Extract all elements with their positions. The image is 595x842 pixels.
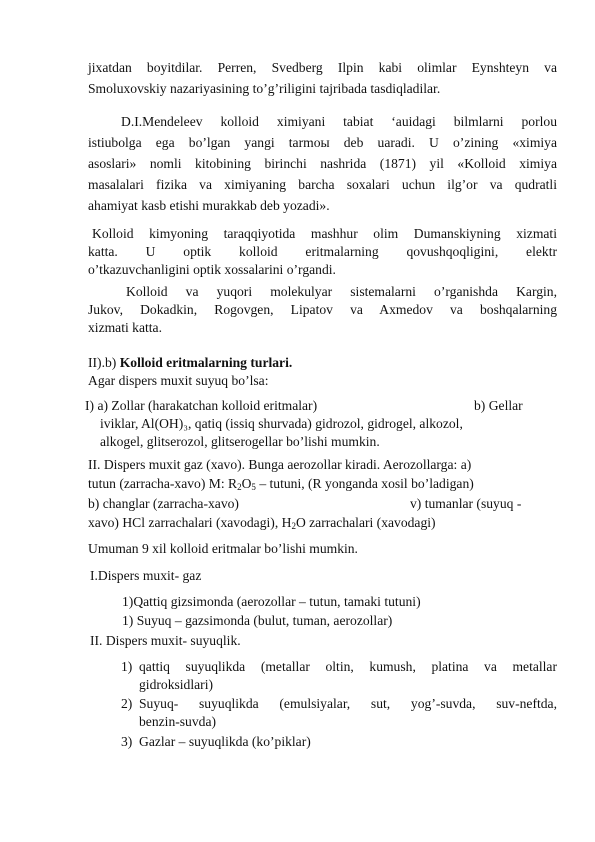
text-line: alkogel, glitserozol, glitserogellar bo’lishi mumkin. [100,434,380,449]
text-line: Jukov, Dokadkin, Rogovgen, Lipatov va Axmedov va boshqalarning [88,302,557,317]
list-number: 3) [121,734,133,749]
section-heading [88,354,292,371]
text-line: jixatdan boyitdilar. Perren, Svedberg Ilpin kabi olimlar Eynshteyn va [88,60,557,75]
text-line: xizmati katta. [88,320,162,335]
text-line: Kolloid kimyoning taraqqiyotida mashhur olim Dumanskiyning xizmati [92,226,557,241]
text-line: istiubolga ega bo’lgan yangi tarmoы deb uaradi. U o’zining «ximiya [88,135,557,150]
text-line: v) tumanlar (suyuq - [410,496,522,511]
text-line: o’tkazuvchanligini optik xossalarini o’rgandi. [88,262,336,277]
list-item: 1) Suyuq – gazsimonda (bulut, tuman, aerozollar) [122,613,393,628]
text-line: tutun (zarracha-xavo) M: $R_2O_5$ – tutuni, (R yonganda xosil bo’ladigan) [88,476,474,492]
text-line: b) changlar (zarracha-xavo) [88,496,239,511]
text-line: asoslari» nomli kitobining birinchi nashrida (1871) yil «Kolloid ximiya [88,156,557,171]
list-item: benzin-suvda) [139,714,217,729]
text-line: Smoluxovskiy nazariyasining to’g’riligini tajribada tasdiqladilar. [88,81,441,96]
list-item: Suyuq- suyuqlikda (emulsiyalar, sut, yog’-suvda, suv-neftda, [139,696,557,711]
text-line: b) Gellar [474,398,523,413]
heading-title: Kolloid eritmalarning turlari. [119,355,293,370]
text-line: Kolloid va yuqori molekulyar sistemalarni o’rganishda Kargin, [126,284,557,299]
list-number: 2) [121,696,133,711]
list-item: Gazlar – suyuqlikda (ko’piklar) [139,734,311,749]
list-title: II. Dispers muxit- suyuqlik. [90,633,241,648]
list-number: 1) [121,659,133,674]
text-line: Agar dispers muxit suyuq bo’lsa: [88,373,269,388]
list-item: qattiq suyuqlikda (metallar oltin, kumush, platina va metallar [139,659,557,674]
text-line: Umuman 9 xil kolloid eritmalar bo’lishi mumkin. [88,541,358,556]
text-line: ahamiyat kasb etishi murakkab deb yozadi». [88,198,330,213]
text-line: D.I.Mendeleev kolloid ximiyani tabiat ‘auidagi bilmlarni porlou [121,114,557,129]
text-line: I) a) Zollar (harakatchan kolloid eritmalar) [85,398,318,413]
list-item: 1)Qattiq gizsimonda (aerozollar – tutun, tamaki tutuni) [122,594,421,609]
heading-prefix: II).b) [88,355,117,370]
text-line: xavo) HCl zarrachalari (xavodagi), $H_2O$ zarrachalari (xavodagi) [88,515,436,531]
text-line: masalalari fizika va ximiyaning barcha soxalari uchun ilg’or va qudratli [88,177,557,192]
list-item: gidroksidlari) [139,677,213,692]
text-line: iviklar, Al(OH)₃, qatiq (issiq shurvada) gidrozol, gidrogel, alkozol, [100,416,463,431]
list-title: I.Dispers muxit- gaz [90,568,202,583]
text-line: II. Dispers muxit gaz (xavo). Bunga aerozollar kiradi. Aerozollarga: a) [88,457,472,472]
text-line: katta. U optik kolloid eritmalarning qovushqoqligini, elektr [88,244,557,259]
